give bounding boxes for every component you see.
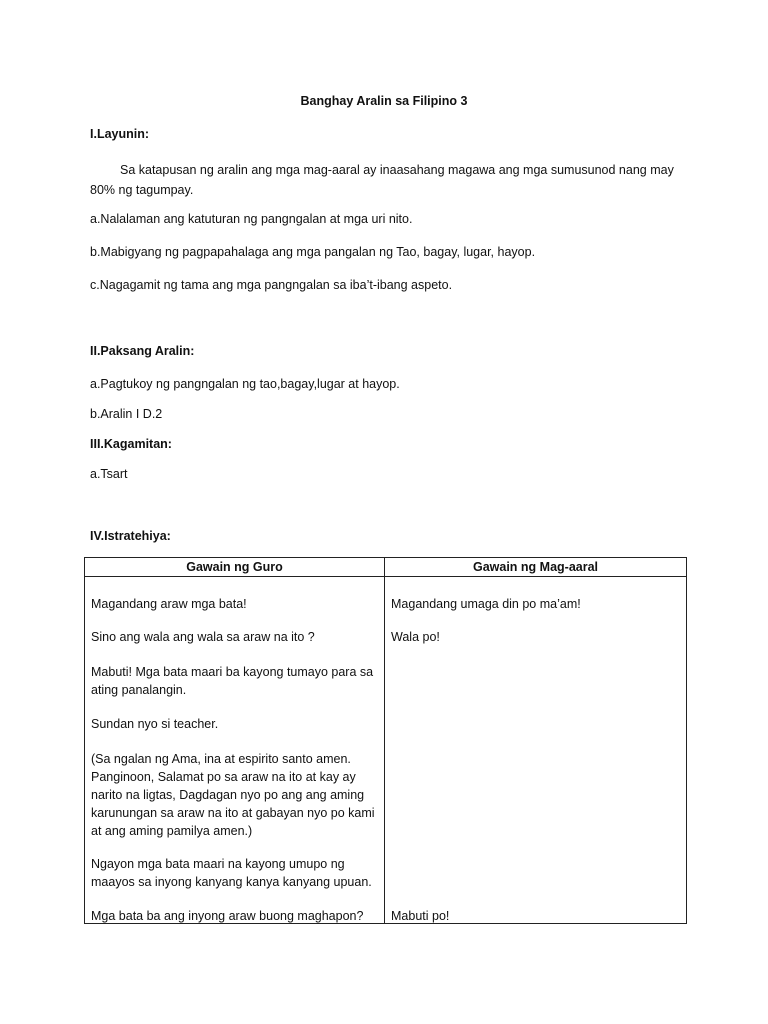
document-title: Banghay Aralin sa Filipino 3	[300, 94, 468, 108]
student-cell	[385, 577, 687, 924]
teacher-line-4: Sundan nyo si teacher.	[91, 717, 219, 731]
student-line-3: Mabuti po!	[391, 909, 450, 923]
layunin-item-b: b.Mabigyang ng pagpapahalaga ang mga pangalan ng Tao, bagay, lugar, hayop.	[90, 245, 536, 259]
layunin-intro: Sa katapusan ng aralin ang mga mag-aaral ay inaasahang magawa ang mga sumusunod nang may 80% ng tagumpay.	[90, 163, 674, 197]
teacher-line-6: Ngayon mga bata maari na kayong umupo ng maayos sa inyong kanyang kanya kanyang upuan.	[91, 857, 372, 889]
strategy-table	[84, 557, 687, 924]
paksang-item-b: b.Aralin I D.2	[90, 407, 163, 421]
section-istratehiya-heading: IV.Istratehiya:	[90, 529, 171, 543]
student-line-1: Magandang umaga din po ma’am!	[391, 597, 581, 611]
section-paksang-heading: II.Paksang Aralin:	[90, 344, 195, 358]
paksang-item-a: a.Pagtukoy ng pangngalan ng tao,bagay,lugar at hayop.	[90, 377, 400, 391]
kagamitan-item-a: a.Tsart	[90, 467, 128, 481]
teacher-line-2: Sino ang wala ang wala sa araw na ito ?	[91, 630, 315, 644]
teacher-line-3: Mabuti! Mga bata maari ba kayong tumayo para sa ating panalangin.	[91, 665, 374, 697]
table-row	[85, 577, 687, 924]
teacher-line-5: (Sa ngalan ng Ama, ina at espirito santo amen. Panginoon, Salamat po sa araw na ito at kay ay narito na ligtas, Dagdagan nyo po ang ang aming karunungan sa araw na ito at gabayan nyo po kami at ang aming pamilya amen.)	[91, 752, 375, 838]
section-kagamitan-heading: III.Kagamitan:	[90, 437, 172, 451]
teacher-line-7: Mga bata ba ang inyong araw buong maghapon?	[91, 909, 364, 923]
header-student: Gawain ng Mag-aaral	[385, 558, 687, 577]
layunin-item-c: c.Nagagamit ng tama ang mga pangngalan sa iba’t-ibang aspeto.	[90, 278, 453, 292]
header-teacher: Gawain ng Guro	[85, 558, 385, 577]
teacher-line-1: Magandang araw mga bata!	[91, 597, 247, 611]
teacher-cell	[85, 577, 385, 924]
section-layunin-heading: I.Layunin:	[90, 127, 150, 141]
table-header-row	[85, 558, 687, 577]
layunin-item-a: a.Nalalaman ang katuturan ng pangngalan at mga uri nito.	[90, 212, 413, 226]
student-line-2: Wala po!	[391, 630, 440, 644]
